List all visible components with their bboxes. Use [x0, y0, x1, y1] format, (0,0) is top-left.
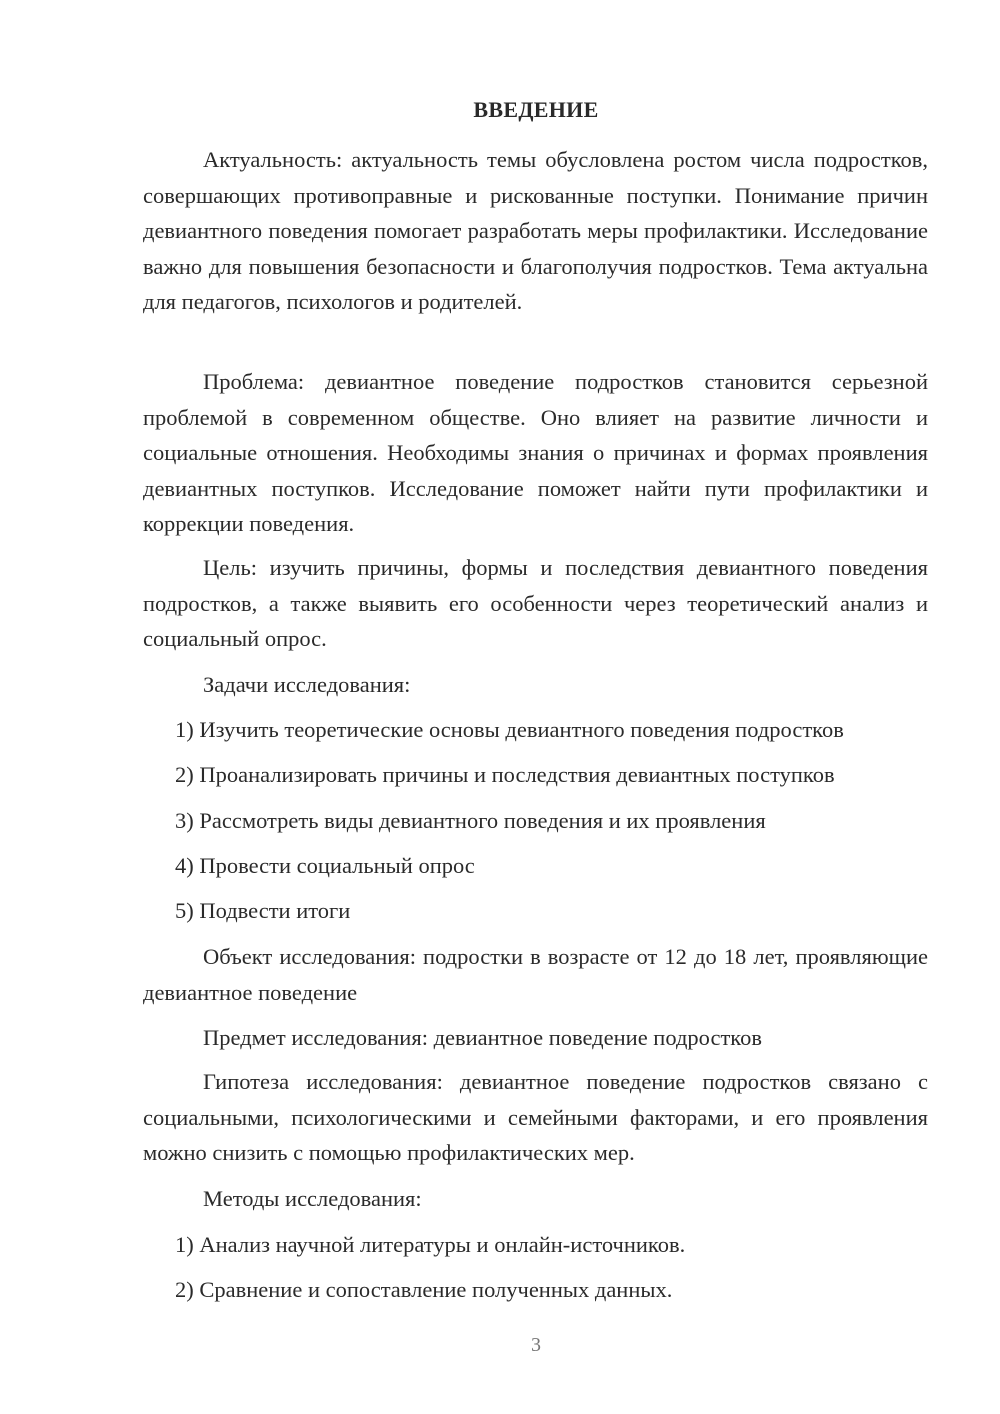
task-item: 2) Проанализировать причины и последствия девиантных поступков: [175, 762, 835, 787]
task-item: 3) Рассмотреть виды девиантного поведения и их проявления: [175, 808, 766, 833]
task-item: 1) Изучить теоретические основы девиантного поведения подростков: [175, 717, 844, 742]
page-number: 3: [531, 1334, 541, 1356]
problem-paragraph: Проблема: девиантное поведение подростков становится серьезной проблемой в современном обществе. Оно влияет на развитие личности и социальные отношения. Необходимы знания о причинах и формах проявления девиантных поступков. Исследование поможет найти пути профилактики и коррекции поведения.: [143, 369, 928, 536]
section-title: ВВЕДЕНИЕ: [473, 97, 599, 122]
object-paragraph: Объект исследования: подростки в возрасте от 12 до 18 лет, проявляющие девиантное поведение: [143, 944, 928, 1005]
goal-paragraph: Цель: изучить причины, формы и последствия девиантного поведения подростков, а также выявить его особенности через теоретический анализ и социальный опрос.: [143, 555, 928, 651]
subject-paragraph: Предмет исследования: девиантное поведение подростков: [203, 1025, 762, 1050]
method-item: 1) Анализ научной литературы и онлайн-источников.: [175, 1232, 686, 1257]
hypothesis-paragraph: Гипотеза исследования: девиантное поведение подростков связано с социальными, психологическими и семейными факторами, и его проявления можно снизить с помощью профилактических мер.: [143, 1069, 928, 1165]
methods-heading: Методы исследования:: [203, 1186, 422, 1211]
relevance-paragraph: Актуальность: актуальность темы обусловлена ростом числа подростков, совершающих противоправные и рискованные поступки. Понимание причин девиантного поведения помогает разработать меры профилактики. Исследование важно для повышения безопасности и благополучия подростков. Тема актуальна для педагогов, психологов и родителей.: [143, 147, 928, 314]
task-item: 5) Подвести итоги: [175, 898, 351, 923]
task-item: 4) Провести социальный опрос: [175, 853, 475, 878]
tasks-heading: Задачи исследования:: [203, 672, 411, 697]
method-item: 2) Сравнение и сопоставление полученных данных.: [175, 1277, 673, 1302]
